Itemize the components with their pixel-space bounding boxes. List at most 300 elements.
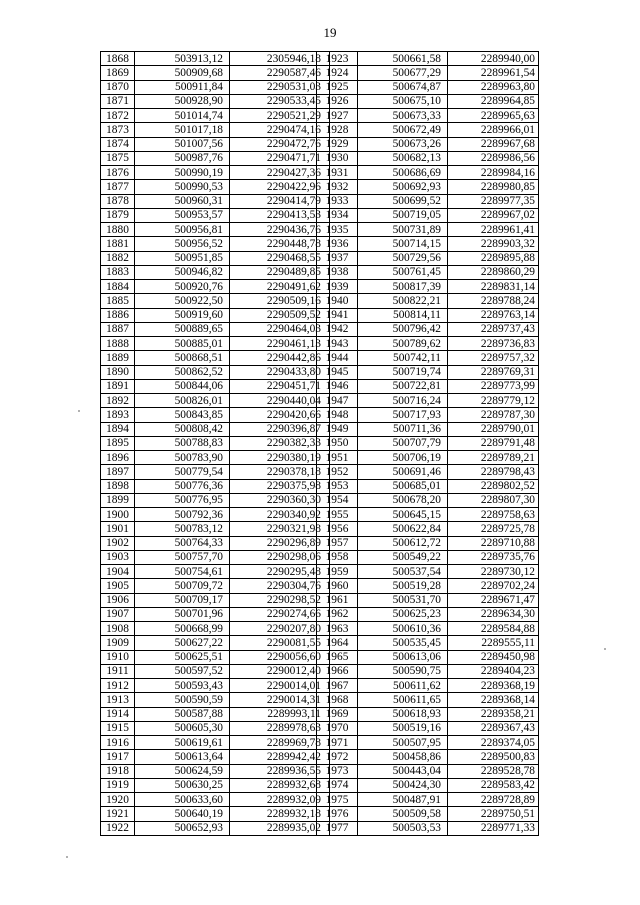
y-coordinate-cell: 2290436,76 (230, 223, 330, 237)
point-number-cell: 1890 (101, 365, 135, 379)
point-number-cell: 1944 (317, 351, 358, 365)
point-number-cell: 1942 (317, 322, 358, 336)
x-coordinate-cell: 500706,19 (358, 451, 448, 465)
y-coordinate-cell: 2290442,86 (230, 351, 330, 365)
table-row (317, 80, 539, 94)
table-row (317, 109, 539, 123)
point-number-cell: 1952 (317, 465, 358, 479)
x-coordinate-cell: 500719,05 (358, 208, 448, 222)
x-coordinate-cell: 500783,90 (135, 451, 230, 465)
y-coordinate-cell: 2290491,62 (230, 280, 330, 294)
point-number-cell: 1869 (101, 66, 135, 80)
point-number-cell: 1896 (101, 451, 135, 465)
table-row (317, 365, 539, 379)
y-coordinate-cell: 2289986,56 (448, 151, 539, 165)
table-row (101, 508, 330, 522)
point-number-cell: 1927 (317, 109, 358, 123)
point-number-cell: 1898 (101, 479, 135, 493)
table-row (317, 750, 539, 764)
point-number-cell: 1968 (317, 693, 358, 707)
table-row (101, 807, 330, 821)
x-coordinate-cell: 500716,24 (358, 394, 448, 408)
x-coordinate-cell: 503913,12 (135, 52, 230, 66)
point-number-cell: 1906 (101, 593, 135, 607)
point-number-cell: 1972 (317, 750, 358, 764)
x-coordinate-cell: 500673,26 (358, 137, 448, 151)
y-coordinate-cell: 2289965,63 (448, 109, 539, 123)
x-coordinate-cell: 500487,91 (358, 793, 448, 807)
point-number-cell: 1937 (317, 251, 358, 265)
y-coordinate-cell: 2289980,85 (448, 180, 539, 194)
table-row (101, 679, 330, 693)
point-number-cell: 1871 (101, 94, 135, 108)
y-coordinate-cell: 2289404,23 (448, 664, 539, 678)
y-coordinate-cell: 2289831,14 (448, 280, 539, 294)
point-number-cell: 1915 (101, 721, 135, 735)
table-row (317, 351, 539, 365)
x-coordinate-cell: 500928,90 (135, 94, 230, 108)
table-row (317, 151, 539, 165)
x-coordinate-cell: 500677,29 (358, 66, 448, 80)
table-row (317, 508, 539, 522)
x-coordinate-cell: 500590,75 (358, 664, 448, 678)
point-number-cell: 1910 (101, 650, 135, 664)
y-coordinate-cell: 2290414,79 (230, 194, 330, 208)
table-row (101, 294, 330, 308)
x-coordinate-cell: 500537,54 (358, 565, 448, 579)
y-coordinate-cell: 2290340,92 (230, 508, 330, 522)
x-coordinate-cell: 500817,39 (358, 280, 448, 294)
y-coordinate-cell: 2290448,78 (230, 237, 330, 251)
x-coordinate-cell: 500610,36 (358, 622, 448, 636)
y-coordinate-cell: 2289773,99 (448, 379, 539, 393)
x-coordinate-cell: 500674,87 (358, 80, 448, 94)
point-number-cell: 1911 (101, 664, 135, 678)
y-coordinate-cell: 2289942,42 (230, 750, 330, 764)
point-number-cell: 1932 (317, 180, 358, 194)
y-coordinate-cell: 2289730,12 (448, 565, 539, 579)
point-number-cell: 1962 (317, 607, 358, 621)
y-coordinate-cell: 2290274,66 (230, 607, 330, 621)
table-row (101, 137, 330, 151)
point-number-cell: 1885 (101, 294, 135, 308)
table-row (317, 137, 539, 151)
x-coordinate-cell: 500519,28 (358, 579, 448, 593)
table-row (101, 664, 330, 678)
y-coordinate-cell: 2289757,32 (448, 351, 539, 365)
x-coordinate-cell: 500946,82 (135, 265, 230, 279)
point-number-cell: 1934 (317, 208, 358, 222)
point-number-cell: 1919 (101, 778, 135, 792)
coordinates-table-right (316, 51, 539, 836)
table-row (101, 166, 330, 180)
y-coordinate-cell: 2289798,43 (448, 465, 539, 479)
table-row (317, 66, 539, 80)
x-coordinate-cell: 500779,54 (135, 465, 230, 479)
x-coordinate-cell: 500685,01 (358, 479, 448, 493)
table-row (317, 123, 539, 137)
x-coordinate-cell: 500692,93 (358, 180, 448, 194)
point-number-cell: 1921 (101, 807, 135, 821)
scan-speck (78, 410, 80, 412)
y-coordinate-cell: 2290296,89 (230, 536, 330, 550)
y-coordinate-cell: 2289368,14 (448, 693, 539, 707)
table-row (317, 251, 539, 265)
table-row (101, 365, 330, 379)
scan-speck (66, 856, 68, 858)
point-number-cell: 1889 (101, 351, 135, 365)
y-coordinate-cell: 2289932,68 (230, 778, 330, 792)
table-row (101, 436, 330, 450)
point-number-cell: 1964 (317, 636, 358, 650)
y-coordinate-cell: 2289763,14 (448, 308, 539, 322)
point-number-cell: 1905 (101, 579, 135, 593)
table-row (317, 52, 539, 66)
point-number-cell: 1969 (317, 707, 358, 721)
table-row (317, 622, 539, 636)
x-coordinate-cell: 500675,10 (358, 94, 448, 108)
x-coordinate-cell: 500691,46 (358, 465, 448, 479)
table-row (317, 280, 539, 294)
point-number-cell: 1924 (317, 66, 358, 80)
y-coordinate-cell: 2290433,80 (230, 365, 330, 379)
point-number-cell: 1956 (317, 522, 358, 536)
table-row (317, 208, 539, 222)
y-coordinate-cell: 2289728,89 (448, 793, 539, 807)
y-coordinate-cell: 2289758,63 (448, 508, 539, 522)
x-coordinate-cell: 500956,81 (135, 223, 230, 237)
coordinates-table-left (100, 51, 330, 836)
y-coordinate-cell: 2290509,52 (230, 308, 330, 322)
y-coordinate-cell: 2289791,48 (448, 436, 539, 450)
table-row (101, 422, 330, 436)
y-coordinate-cell: 2289932,18 (230, 807, 330, 821)
table-row (101, 693, 330, 707)
y-coordinate-cell: 2290378,18 (230, 465, 330, 479)
table-row (317, 707, 539, 721)
point-number-cell: 1929 (317, 137, 358, 151)
point-number-cell: 1957 (317, 536, 358, 550)
point-number-cell: 1954 (317, 493, 358, 507)
x-coordinate-cell: 500630,25 (135, 778, 230, 792)
x-coordinate-cell: 500627,22 (135, 636, 230, 650)
y-coordinate-cell: 2290489,85 (230, 265, 330, 279)
x-coordinate-cell: 500822,21 (358, 294, 448, 308)
y-coordinate-cell: 2289500,83 (448, 750, 539, 764)
table-row (317, 821, 539, 835)
x-coordinate-cell: 500722,81 (358, 379, 448, 393)
point-number-cell: 1904 (101, 565, 135, 579)
y-coordinate-cell: 2290468,55 (230, 251, 330, 265)
x-coordinate-cell: 500814,11 (358, 308, 448, 322)
y-coordinate-cell: 2289977,35 (448, 194, 539, 208)
table-row (101, 750, 330, 764)
y-coordinate-cell: 2290471,71 (230, 151, 330, 165)
y-coordinate-cell: 2289789,21 (448, 451, 539, 465)
x-coordinate-cell: 500789,62 (358, 337, 448, 351)
point-number-cell: 1923 (317, 52, 358, 66)
table-row (101, 607, 330, 621)
scan-speck (604, 648, 606, 650)
y-coordinate-cell: 2289940,00 (448, 52, 539, 66)
point-number-cell: 1961 (317, 593, 358, 607)
x-coordinate-cell: 500776,36 (135, 479, 230, 493)
y-coordinate-cell: 2289368,19 (448, 679, 539, 693)
point-number-cell: 1899 (101, 493, 135, 507)
y-coordinate-cell: 2289634,30 (448, 607, 539, 621)
y-coordinate-cell: 2289966,01 (448, 123, 539, 137)
y-coordinate-cell: 2290375,98 (230, 479, 330, 493)
x-coordinate-cell: 500612,72 (358, 536, 448, 550)
y-coordinate-cell: 2290012,40 (230, 664, 330, 678)
table-row (317, 764, 539, 778)
point-number-cell: 1918 (101, 764, 135, 778)
y-coordinate-cell: 2289787,30 (448, 408, 539, 422)
point-number-cell: 1900 (101, 508, 135, 522)
y-coordinate-cell: 2289978,63 (230, 721, 330, 735)
table-row (101, 778, 330, 792)
point-number-cell: 1879 (101, 208, 135, 222)
table-row (317, 579, 539, 593)
point-number-cell: 1884 (101, 280, 135, 294)
x-coordinate-cell: 500868,51 (135, 351, 230, 365)
y-coordinate-cell: 2289790,01 (448, 422, 539, 436)
y-coordinate-cell: 2290396,87 (230, 422, 330, 436)
point-number-cell: 1878 (101, 194, 135, 208)
y-coordinate-cell: 2290081,55 (230, 636, 330, 650)
x-coordinate-cell: 500645,15 (358, 508, 448, 522)
y-coordinate-cell: 2289895,88 (448, 251, 539, 265)
y-coordinate-cell: 2290474,16 (230, 123, 330, 137)
point-number-cell: 1902 (101, 536, 135, 550)
y-coordinate-cell: 2289936,55 (230, 764, 330, 778)
x-coordinate-cell: 500652,93 (135, 821, 230, 835)
point-number-cell: 1931 (317, 166, 358, 180)
table-row (101, 194, 330, 208)
table-row (101, 394, 330, 408)
table-row (101, 721, 330, 735)
point-number-cell: 1955 (317, 508, 358, 522)
y-coordinate-cell: 2289528,78 (448, 764, 539, 778)
x-coordinate-cell: 500711,36 (358, 422, 448, 436)
x-coordinate-cell: 500625,51 (135, 650, 230, 664)
y-coordinate-cell: 2290014,31 (230, 693, 330, 707)
table-row (101, 565, 330, 579)
table-row (317, 807, 539, 821)
table-row (317, 778, 539, 792)
point-number-cell: 1872 (101, 109, 135, 123)
y-coordinate-cell: 2289932,09 (230, 793, 330, 807)
table-row (101, 379, 330, 393)
x-coordinate-cell: 500633,60 (135, 793, 230, 807)
point-number-cell: 1914 (101, 707, 135, 721)
point-number-cell: 1875 (101, 151, 135, 165)
x-coordinate-cell: 500885,01 (135, 337, 230, 351)
table-row (317, 465, 539, 479)
table-row (101, 94, 330, 108)
point-number-cell: 1925 (317, 80, 358, 94)
x-coordinate-cell: 500911,84 (135, 80, 230, 94)
point-number-cell: 1928 (317, 123, 358, 137)
table-row (317, 308, 539, 322)
y-coordinate-cell: 2305946,18 (230, 52, 330, 66)
x-coordinate-cell: 500672,49 (358, 123, 448, 137)
point-number-cell: 1940 (317, 294, 358, 308)
table-row (101, 80, 330, 94)
x-coordinate-cell: 500424,30 (358, 778, 448, 792)
y-coordinate-cell: 2290304,76 (230, 579, 330, 593)
point-number-cell: 1877 (101, 180, 135, 194)
x-coordinate-cell: 500783,12 (135, 522, 230, 536)
x-coordinate-cell: 500668,99 (135, 622, 230, 636)
x-coordinate-cell: 500593,43 (135, 679, 230, 693)
table-row (101, 707, 330, 721)
x-coordinate-cell: 500862,52 (135, 365, 230, 379)
table-row (101, 465, 330, 479)
point-number-cell: 1893 (101, 408, 135, 422)
table-row (317, 394, 539, 408)
table-row (101, 479, 330, 493)
point-number-cell: 1951 (317, 451, 358, 465)
point-number-cell: 1974 (317, 778, 358, 792)
table-row (101, 408, 330, 422)
x-coordinate-cell: 500956,52 (135, 237, 230, 251)
y-coordinate-cell: 2290382,33 (230, 436, 330, 450)
table-row (317, 180, 539, 194)
table-row (101, 351, 330, 365)
x-coordinate-cell: 500990,19 (135, 166, 230, 180)
table-row (317, 451, 539, 465)
point-number-cell: 1965 (317, 650, 358, 664)
y-coordinate-cell: 2289779,12 (448, 394, 539, 408)
point-number-cell: 1880 (101, 223, 135, 237)
table-row (317, 94, 539, 108)
x-coordinate-cell: 500843,85 (135, 408, 230, 422)
y-coordinate-cell: 2290531,03 (230, 80, 330, 94)
x-coordinate-cell: 500754,61 (135, 565, 230, 579)
x-coordinate-cell: 500625,23 (358, 607, 448, 621)
x-coordinate-cell: 500613,64 (135, 750, 230, 764)
y-coordinate-cell: 2290509,16 (230, 294, 330, 308)
x-coordinate-cell: 500640,19 (135, 807, 230, 821)
x-coordinate-cell: 500587,88 (135, 707, 230, 721)
y-coordinate-cell: 2289969,78 (230, 736, 330, 750)
y-coordinate-cell: 2289788,24 (448, 294, 539, 308)
y-coordinate-cell: 2289961,54 (448, 66, 539, 80)
table-row (101, 123, 330, 137)
point-number-cell: 1959 (317, 565, 358, 579)
x-coordinate-cell: 500953,57 (135, 208, 230, 222)
y-coordinate-cell: 2289993,11 (230, 707, 330, 721)
table-row (317, 379, 539, 393)
y-coordinate-cell: 2289860,29 (448, 265, 539, 279)
y-coordinate-cell: 2290521,29 (230, 109, 330, 123)
point-number-cell: 1975 (317, 793, 358, 807)
point-number-cell: 1966 (317, 664, 358, 678)
point-number-cell: 1883 (101, 265, 135, 279)
y-coordinate-cell: 2290464,03 (230, 322, 330, 336)
x-coordinate-cell: 500709,17 (135, 593, 230, 607)
point-number-cell: 1894 (101, 422, 135, 436)
y-coordinate-cell: 2289367,43 (448, 721, 539, 735)
y-coordinate-cell: 2289961,41 (448, 223, 539, 237)
table-row (101, 764, 330, 778)
point-number-cell: 1941 (317, 308, 358, 322)
x-coordinate-cell: 500458,86 (358, 750, 448, 764)
x-coordinate-cell: 500611,65 (358, 693, 448, 707)
y-coordinate-cell: 2290461,13 (230, 337, 330, 351)
table-row (101, 251, 330, 265)
point-number-cell: 1930 (317, 151, 358, 165)
x-coordinate-cell: 500611,62 (358, 679, 448, 693)
x-coordinate-cell: 500742,11 (358, 351, 448, 365)
y-coordinate-cell: 2289935,02 (230, 821, 330, 835)
x-coordinate-cell: 500788,83 (135, 436, 230, 450)
point-number-cell: 1886 (101, 308, 135, 322)
y-coordinate-cell: 2290295,48 (230, 565, 330, 579)
x-coordinate-cell: 500792,36 (135, 508, 230, 522)
x-coordinate-cell: 501014,74 (135, 109, 230, 123)
table-row (317, 166, 539, 180)
point-number-cell: 1945 (317, 365, 358, 379)
y-coordinate-cell: 2289725,78 (448, 522, 539, 536)
point-number-cell: 1933 (317, 194, 358, 208)
x-coordinate-cell: 500990,53 (135, 180, 230, 194)
point-number-cell: 1953 (317, 479, 358, 493)
y-coordinate-cell: 2289903,32 (448, 237, 539, 251)
point-number-cell: 1891 (101, 379, 135, 393)
page-number: 19 (323, 25, 337, 40)
table-row (317, 736, 539, 750)
table-row (317, 322, 539, 336)
point-number-cell: 1960 (317, 579, 358, 593)
y-coordinate-cell: 2290420,66 (230, 408, 330, 422)
y-coordinate-cell: 2289583,42 (448, 778, 539, 792)
x-coordinate-cell: 500919,60 (135, 308, 230, 322)
point-number-cell: 1897 (101, 465, 135, 479)
table-row (101, 223, 330, 237)
table-row (101, 151, 330, 165)
x-coordinate-cell: 500844,06 (135, 379, 230, 393)
point-number-cell: 1887 (101, 322, 135, 336)
point-number-cell: 1948 (317, 408, 358, 422)
point-number-cell: 1912 (101, 679, 135, 693)
x-coordinate-cell: 500535,45 (358, 636, 448, 650)
y-coordinate-cell: 2289963,80 (448, 80, 539, 94)
y-coordinate-cell: 2289967,68 (448, 137, 539, 151)
x-coordinate-cell: 500757,70 (135, 550, 230, 564)
y-coordinate-cell: 2289374,05 (448, 736, 539, 750)
x-coordinate-cell: 500729,56 (358, 251, 448, 265)
point-number-cell: 1973 (317, 764, 358, 778)
x-coordinate-cell: 500909,68 (135, 66, 230, 80)
y-coordinate-cell: 2290360,30 (230, 493, 330, 507)
y-coordinate-cell: 2290533,45 (230, 94, 330, 108)
x-coordinate-cell: 500678,20 (358, 493, 448, 507)
table-row (101, 66, 330, 80)
x-coordinate-cell: 500443,04 (358, 764, 448, 778)
x-coordinate-cell: 501017,18 (135, 123, 230, 137)
table-row (101, 736, 330, 750)
point-number-cell: 1967 (317, 679, 358, 693)
point-number-cell: 1958 (317, 550, 358, 564)
table-row (317, 650, 539, 664)
x-coordinate-cell: 500951,85 (135, 251, 230, 265)
point-number-cell: 1892 (101, 394, 135, 408)
table-row (317, 194, 539, 208)
table-row (317, 479, 539, 493)
x-coordinate-cell: 500719,74 (358, 365, 448, 379)
